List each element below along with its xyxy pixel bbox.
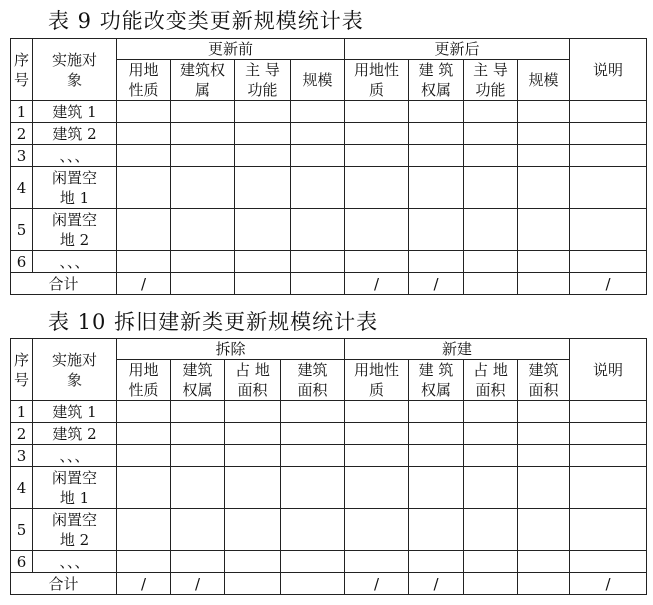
empty-cell	[117, 401, 171, 423]
total-cell: /	[117, 573, 171, 595]
row-number: 4	[11, 467, 33, 509]
table-row	[11, 467, 647, 509]
empty-cell	[345, 445, 409, 467]
table-row	[11, 123, 647, 145]
row-number: 3	[11, 145, 33, 167]
empty-cell	[345, 123, 409, 145]
empty-cell	[117, 423, 171, 445]
empty-cell	[345, 509, 409, 551]
empty-cell	[171, 209, 235, 251]
empty-cell	[171, 167, 235, 209]
empty-cell	[235, 209, 291, 251]
table9-total-row	[11, 273, 647, 295]
empty-cell	[464, 445, 518, 467]
empty-cell	[570, 445, 647, 467]
empty-cell	[345, 423, 409, 445]
empty-cell	[225, 445, 281, 467]
empty-cell	[464, 467, 518, 509]
empty-cell	[464, 401, 518, 423]
header-after-land-use: 用地性 质	[345, 60, 409, 101]
empty-cell	[291, 145, 345, 167]
empty-cell	[409, 167, 464, 209]
header-new-ownership: 建 筑 权属	[409, 360, 464, 401]
total-cell	[225, 573, 281, 595]
header-before-scale: 规模	[291, 60, 345, 101]
empty-cell	[281, 445, 345, 467]
empty-cell	[281, 423, 345, 445]
header-group-before: 更新前	[117, 39, 345, 60]
empty-cell	[171, 423, 225, 445]
row-number: 5	[11, 509, 33, 551]
table10-total-row	[11, 573, 647, 595]
row-number: 2	[11, 423, 33, 445]
empty-cell	[464, 251, 518, 273]
row-name: 、、、	[33, 551, 117, 573]
row-name: 建筑 2	[33, 123, 117, 145]
empty-cell	[409, 145, 464, 167]
header-group-demolish: 拆除	[117, 339, 345, 360]
empty-cell	[291, 209, 345, 251]
row-number: 5	[11, 209, 33, 251]
empty-cell	[464, 551, 518, 573]
empty-cell	[570, 467, 647, 509]
empty-cell	[409, 445, 464, 467]
empty-cell	[518, 423, 570, 445]
total-cell	[291, 273, 345, 295]
header-new-land-area: 占 地 面积	[464, 360, 518, 401]
empty-cell	[409, 251, 464, 273]
empty-cell	[171, 101, 235, 123]
empty-cell	[570, 551, 647, 573]
table-row	[11, 445, 647, 467]
header-demolish-floor-area: 建筑 面积	[281, 360, 345, 401]
empty-cell	[570, 251, 647, 273]
empty-cell	[117, 145, 171, 167]
empty-cell	[409, 401, 464, 423]
empty-cell	[409, 209, 464, 251]
total-cell	[464, 273, 518, 295]
empty-cell	[409, 551, 464, 573]
empty-cell	[518, 209, 570, 251]
empty-cell	[570, 209, 647, 251]
empty-cell	[518, 509, 570, 551]
table-row	[11, 551, 647, 573]
total-cell: /	[117, 273, 171, 295]
header-item: 实施对 象	[33, 39, 117, 101]
empty-cell	[345, 467, 409, 509]
row-number: 3	[11, 445, 33, 467]
row-number: 1	[11, 101, 33, 123]
empty-cell	[518, 101, 570, 123]
empty-cell	[409, 423, 464, 445]
empty-cell	[117, 123, 171, 145]
empty-cell	[518, 123, 570, 145]
header-demolish-land-area: 占 地 面积	[225, 360, 281, 401]
empty-cell	[518, 145, 570, 167]
total-cell: /	[345, 573, 409, 595]
empty-cell	[345, 145, 409, 167]
empty-cell	[345, 251, 409, 273]
header-before-ownership: 建筑权 属	[171, 60, 235, 101]
empty-cell	[281, 509, 345, 551]
empty-cell	[518, 445, 570, 467]
header-before-land-use: 用地 性质	[117, 60, 171, 101]
total-cell	[464, 573, 518, 595]
empty-cell	[345, 209, 409, 251]
empty-cell	[570, 509, 647, 551]
empty-cell	[117, 251, 171, 273]
empty-cell	[225, 467, 281, 509]
total-label: 合计	[11, 273, 117, 295]
empty-cell	[171, 445, 225, 467]
row-name: 建筑 2	[33, 423, 117, 445]
empty-cell	[235, 167, 291, 209]
empty-cell	[117, 167, 171, 209]
empty-cell	[117, 467, 171, 509]
empty-cell	[225, 423, 281, 445]
header-group-new: 新建	[345, 339, 570, 360]
empty-cell	[281, 551, 345, 573]
empty-cell	[464, 167, 518, 209]
empty-cell	[225, 509, 281, 551]
empty-cell	[117, 209, 171, 251]
empty-cell	[171, 467, 225, 509]
empty-cell	[117, 445, 171, 467]
table-row	[11, 401, 647, 423]
row-name: 闲置空 地 2	[33, 509, 117, 551]
empty-cell	[235, 101, 291, 123]
row-number: 4	[11, 167, 33, 209]
empty-cell	[570, 401, 647, 423]
empty-cell	[570, 145, 647, 167]
empty-cell	[225, 401, 281, 423]
row-number: 6	[11, 251, 33, 273]
table-row	[11, 167, 647, 209]
total-cell	[171, 273, 235, 295]
empty-cell	[464, 509, 518, 551]
empty-cell	[409, 101, 464, 123]
empty-cell	[117, 551, 171, 573]
empty-cell	[225, 551, 281, 573]
empty-cell	[291, 251, 345, 273]
header-demolish-land-use: 用地 性质	[117, 360, 171, 401]
row-number: 1	[11, 401, 33, 423]
row-number: 2	[11, 123, 33, 145]
table9-header-row	[11, 39, 647, 60]
header-after-function: 主 导 功能	[464, 60, 518, 101]
empty-cell	[235, 123, 291, 145]
total-cell: /	[409, 273, 464, 295]
empty-cell	[281, 467, 345, 509]
table10	[10, 338, 647, 595]
table10-header-row	[11, 339, 647, 360]
empty-cell	[291, 123, 345, 145]
empty-cell	[171, 123, 235, 145]
header-note: 说明	[570, 339, 647, 401]
empty-cell	[518, 251, 570, 273]
empty-cell	[518, 167, 570, 209]
header-demolish-ownership: 建筑 权属	[171, 360, 225, 401]
row-name: 闲置空 地 1	[33, 467, 117, 509]
empty-cell	[570, 423, 647, 445]
empty-cell	[117, 509, 171, 551]
header-new-floor-area: 建筑 面积	[518, 360, 570, 401]
empty-cell	[345, 401, 409, 423]
table-row	[11, 251, 647, 273]
row-name: 闲置空 地 2	[33, 209, 117, 251]
empty-cell	[518, 551, 570, 573]
empty-cell	[518, 401, 570, 423]
total-cell: /	[345, 273, 409, 295]
total-cell: /	[570, 573, 647, 595]
total-cell	[235, 273, 291, 295]
header-note: 说明	[570, 39, 647, 101]
table-row	[11, 509, 647, 551]
empty-cell	[409, 123, 464, 145]
empty-cell	[345, 167, 409, 209]
empty-cell	[235, 145, 291, 167]
table9	[10, 38, 647, 295]
header-group-after: 更新后	[345, 39, 570, 60]
total-cell	[518, 573, 570, 595]
table-row	[11, 101, 647, 123]
header-seq: 序 号	[11, 339, 33, 401]
empty-cell	[281, 401, 345, 423]
row-name: 建筑 1	[33, 401, 117, 423]
total-cell: /	[171, 573, 225, 595]
empty-cell	[409, 467, 464, 509]
empty-cell	[345, 551, 409, 573]
header-new-land-use: 用地性 质	[345, 360, 409, 401]
empty-cell	[464, 123, 518, 145]
table9-caption: 表 9 功能改变类更新规模统计表	[48, 9, 364, 33]
empty-cell	[518, 467, 570, 509]
empty-cell	[235, 251, 291, 273]
empty-cell	[291, 101, 345, 123]
total-cell: /	[570, 273, 647, 295]
header-seq: 序 号	[11, 39, 33, 101]
empty-cell	[171, 251, 235, 273]
empty-cell	[464, 101, 518, 123]
table-row	[11, 209, 647, 251]
empty-cell	[171, 509, 225, 551]
row-name: 闲置空 地 1	[33, 167, 117, 209]
table10-caption: 表 10 拆旧建新类更新规模统计表	[48, 310, 379, 334]
row-name: 、、、	[33, 145, 117, 167]
header-after-scale: 规模	[518, 60, 570, 101]
total-label: 合计	[11, 573, 117, 595]
empty-cell	[464, 209, 518, 251]
total-cell: /	[409, 573, 464, 595]
row-number: 6	[11, 551, 33, 573]
empty-cell	[117, 101, 171, 123]
total-cell	[518, 273, 570, 295]
header-after-ownership: 建 筑 权属	[409, 60, 464, 101]
row-name: 、、、	[33, 445, 117, 467]
empty-cell	[464, 423, 518, 445]
empty-cell	[570, 101, 647, 123]
empty-cell	[464, 145, 518, 167]
row-name: 、、、	[33, 251, 117, 273]
empty-cell	[570, 167, 647, 209]
empty-cell	[171, 551, 225, 573]
table-row	[11, 145, 647, 167]
total-cell	[281, 573, 345, 595]
empty-cell	[171, 145, 235, 167]
table-row	[11, 423, 647, 445]
header-before-function: 主 导 功能	[235, 60, 291, 101]
empty-cell	[171, 401, 225, 423]
empty-cell	[409, 509, 464, 551]
header-item: 实施对 象	[33, 339, 117, 401]
empty-cell	[345, 101, 409, 123]
empty-cell	[291, 167, 345, 209]
row-name: 建筑 1	[33, 101, 117, 123]
empty-cell	[570, 123, 647, 145]
